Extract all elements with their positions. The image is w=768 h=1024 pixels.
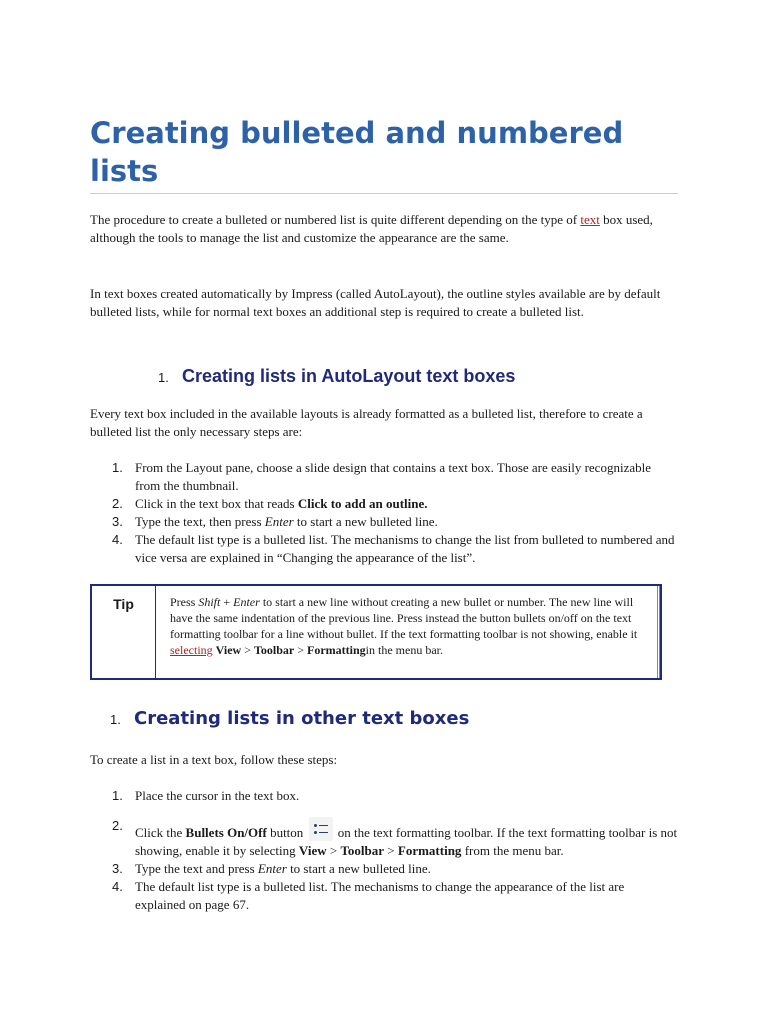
section-heading-autolayout: 1. Creating lists in AutoLayout text boxes [158, 364, 515, 390]
intro-paragraph-2: In text boxes created automatically by Impress (called AutoLayout), the outline styles available are by default bulleted lists, while for normal text boxes an additional step is required to create a bulleted list. [90, 286, 661, 319]
section-number: 1. [110, 712, 121, 727]
tip-label: Tip [92, 586, 156, 678]
section-number: 1. [158, 370, 169, 385]
list-item: 1. From the Layout pane, choose a slide design that contains a text box. Those are easily recognizable from the thumbnail. [112, 460, 651, 493]
section2-lead: To create a list in a text box, follow these steps: [90, 752, 338, 767]
section2-steps [90, 787, 678, 914]
list-item: 2. Click in the text box that reads Click to add an outline. [112, 496, 428, 511]
list-item: 4. The default list type is a bulleted list. The mechanisms to change the appearance of the list are explained on page 67. [112, 879, 625, 912]
page-title: Creating bulleted and numbered lists [90, 114, 678, 194]
selecting-link[interactable]: selecting [170, 643, 213, 657]
list-item: 2. Click the Bullets On/Off button on the text formatting toolbar. If the text formatting toolbar is not showing, enable it by selecting View > Toolbar > Formatting from the menu bar. [112, 818, 678, 858]
tip-text: Press Shift + Enter to start a new line without creating a new bullet or number. The new line will have the same indentation of the previous line. Press instead the button bullets on/off on the text formatting toolbar for a line without bullet. If the text formatting toolbar is not showing, enable it selecting View > Toolbar > Formattingin the menu bar. [156, 586, 660, 678]
section-heading-other-text-boxes: 1. Creating lists in other text boxes [110, 707, 469, 732]
tip-box [90, 584, 662, 680]
list-item: 1. Place the cursor in the text box. [112, 788, 300, 803]
list-item: 4. The default list type is a bulleted list. The mechanisms to change the list from bulleted to numbered and vice versa are explained in “Changing the appearance of the list”. [112, 532, 675, 565]
list-item: 3. Type the text, then press Enter to start a new bulleted line. [112, 514, 438, 529]
section1-steps [90, 459, 678, 567]
intro-paragraph-1: The procedure to create a bulleted or numbered list is quite different depending on the type of text box used, although the tools to manage the list and customize the appearance are the same. [90, 212, 653, 245]
list-item: 3. Type the text and press Enter to start a new bulleted line. [112, 861, 431, 876]
text-link[interactable]: text [580, 212, 600, 227]
section1-lead: Every text box included in the available layouts is already formatted as a bulleted list, therefore to create a bulleted list the only necessary steps are: [90, 406, 643, 439]
bullets-on-off-icon [309, 817, 333, 841]
